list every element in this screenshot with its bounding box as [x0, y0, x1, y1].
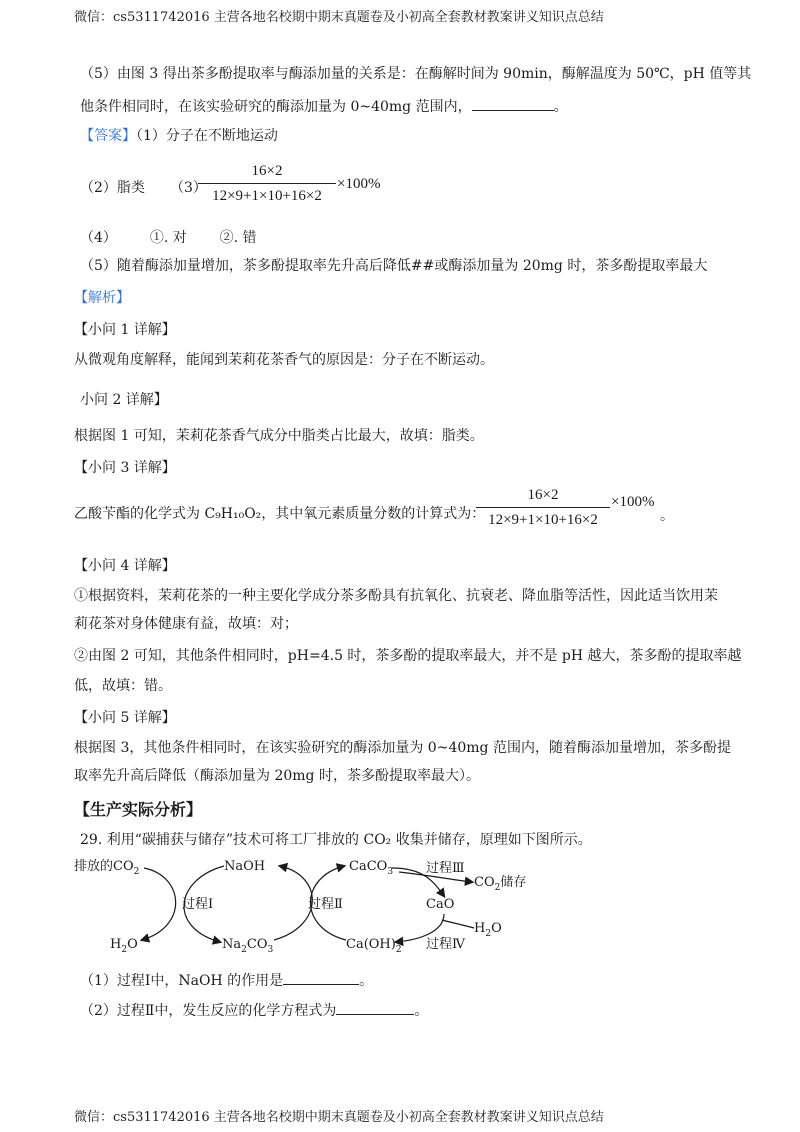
section-title: 【生产实际分析】	[74, 800, 203, 819]
sub2-body: 根据图 1 可知，茉莉花茶香气成分中脂类占比最大，故填：脂类。	[74, 428, 484, 444]
label-emitted-co2: 排放的$CO_2$	[74, 859, 140, 877]
q29-question-2	[80, 1000, 428, 1021]
answer-line1	[80, 126, 278, 146]
arrow-h2o-join	[442, 920, 474, 928]
q5-line2-text: 他条件相同时，在该实验研究的酶添加量为 0~40mg 范围内，	[80, 99, 472, 115]
sub2-title: 小问 2 详解】	[80, 392, 168, 408]
label-caoh2: $Ca(OH)_2$	[346, 937, 402, 955]
sub3-fraction	[476, 484, 610, 531]
sub4-line3: ②由图 2 可知，其他条件相同时，pH=4.5 时，茶多酚的提取率最大，并不是 pH 越大，茶多酚的提取率越	[74, 648, 742, 664]
q29-question-1	[80, 970, 373, 991]
q5-line1: （5）由图 3 得出茶多酚提取率与酶添加量的关系是：在酶解时间为 90min，酶解温度为 50℃，pH 值等其	[80, 66, 752, 82]
sub1-body: 从微观角度解释，能闻到茉莉花茶香气的原因是：分子在不断运动。	[74, 352, 494, 368]
q5-answer-blank	[472, 96, 554, 111]
q29-q1-text: （1）过程Ⅰ中，NaOH 的作用是	[80, 973, 284, 989]
q29-q1-end: 。	[359, 973, 374, 989]
page-footer: 微信：cs5311742016 主营各地名校期中期末真题卷及小初高全套教材教案讲义知识点总结	[74, 1110, 604, 1125]
q5-line2	[80, 96, 568, 117]
page-header: 微信：cs5311742016 主营各地名校期中期末真题卷及小初高全套教材教案讲义知识点总结	[74, 10, 604, 25]
sub4-line2: 莉花茶对身体健康有益，故填：对；	[74, 616, 298, 632]
q29-q2-end: 。	[414, 1003, 429, 1019]
sub4-line4: 低，故填：错。	[74, 678, 172, 694]
label-process-1: 过程Ⅰ	[182, 897, 214, 912]
answer-3-fraction	[198, 160, 336, 207]
label-na2co3: $Na_2CO_3$	[222, 937, 274, 955]
answer-1: （1）分子在不断地运动	[136, 128, 278, 144]
sub3-percent: ×100%	[611, 494, 655, 510]
carbon-capture-diagram	[74, 856, 544, 968]
label-cao: CaO	[426, 897, 455, 912]
answer-tag: 【答案】	[80, 128, 136, 144]
sub5-line1: 根据图 3，其他条件相同时，在该实验研究的酶添加量为 0~40mg 范围内，随着酶添加量增加，茶多酚提	[74, 740, 731, 756]
label-process-3: 过程Ⅲ	[426, 861, 465, 876]
answer-2: （2）脂类	[80, 180, 145, 196]
label-process-2: 过程Ⅱ	[308, 897, 343, 912]
arrow-co2-to-h2o	[142, 868, 176, 940]
answer-3-label: （3）	[170, 180, 207, 196]
label-h2o-in: $H_2O$	[474, 921, 502, 939]
q29-q1-blank	[283, 970, 359, 985]
q29-q2-text: （2）过程Ⅱ中，发生反应的化学方程式为	[80, 1003, 337, 1019]
answer-4-label: （4）	[80, 230, 117, 246]
analysis-tag: 【解析】	[74, 290, 130, 306]
answer-3-numerator: 16×2	[251, 163, 283, 179]
label-process-4: 过程Ⅳ	[426, 937, 465, 952]
sub5-title: 【小问 5 详解】	[74, 710, 176, 726]
answer-4	[80, 228, 257, 248]
sub3-title: 【小问 3 详解】	[74, 460, 176, 476]
answer-4-item2: ②. 错	[219, 230, 257, 246]
answer-5: （5）随着酶添加量增加，茶多酚提取率先升高后降低##或酶添加量为 20mg 时，茶多酚提取率最大	[80, 258, 708, 274]
sub4-line1: ①根据资料，茉莉花茶的一种主要化学成分茶多酚具有抗氧化、抗衰老、降血脂等活性，因此适当饮用茉	[74, 588, 718, 604]
sub3-numerator: 16×2	[527, 487, 559, 503]
answer-4-item1: ①. 对	[149, 230, 187, 246]
sub3-body: 乙酸苄酯的化学式为 C₉H₁₀O₂，其中氧元素质量分数的计算式为：	[74, 506, 486, 522]
answer-3-percent: ×100%	[337, 176, 381, 192]
sub1-title: 【小问 1 详解】	[74, 322, 176, 338]
arrow-na2co3-to-naoh	[274, 866, 312, 940]
sub3-denominator: 12×9+1×10+16×2	[488, 512, 598, 528]
label-co2-storage: $CO_2$储存	[474, 875, 527, 893]
fraction-bar	[476, 507, 610, 508]
q5-line2-end: 。	[553, 99, 568, 115]
label-naoh: NaOH	[224, 859, 266, 874]
q29-q2-blank	[336, 1000, 414, 1015]
label-caco3: CaCO$_3$	[349, 859, 394, 877]
label-h2o-out: $H_2O$	[110, 937, 138, 955]
answer-3-denominator: 12×9+1×10+16×2	[212, 188, 322, 204]
q29-intro: 29. 利用“碳捕获与储存”技术可将工厂排放的 CO₂ 收集并储存，原理如下图所示。	[80, 832, 592, 848]
fraction-bar	[198, 183, 336, 184]
sub3-end: 。	[660, 508, 674, 524]
sub4-title: 【小问 4 详解】	[74, 558, 176, 574]
sub5-line2: 取率先升高后降低（酶添加量为 20mg 时，茶多酚提取率最大）。	[74, 768, 480, 784]
